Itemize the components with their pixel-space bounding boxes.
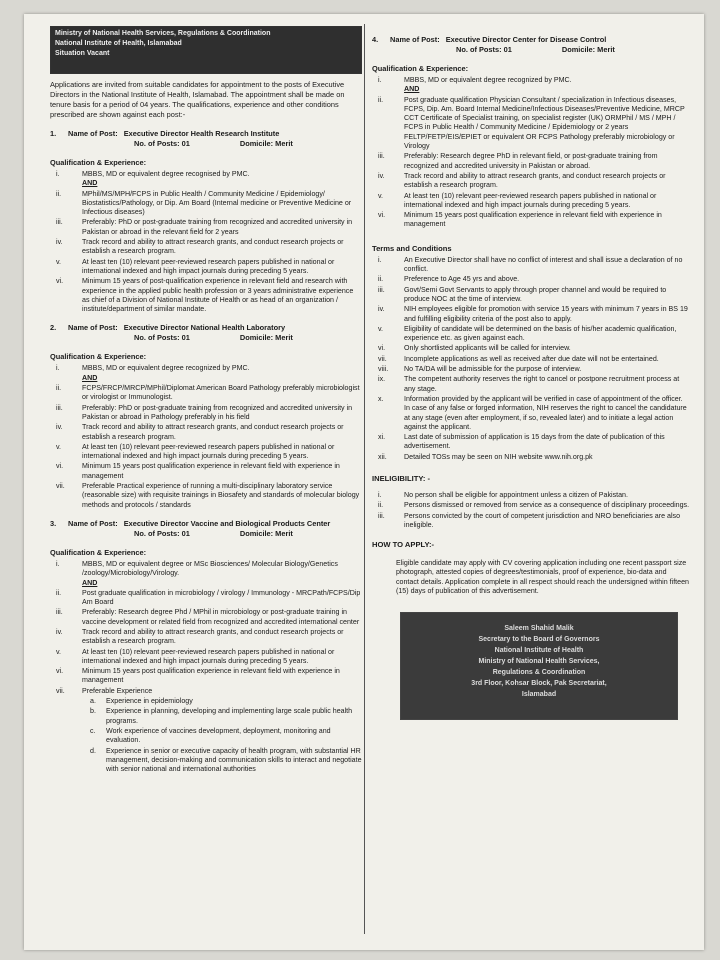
item-number: i. xyxy=(56,364,60,373)
post-name-label: Name of Post: xyxy=(68,129,118,138)
list-item xyxy=(372,433,690,452)
item-text: At least ten (10) relevant peer-reviewed research papers published in national or international indexed and high impact journals during preceding 5 years. xyxy=(82,257,335,275)
domicile: Domicile: Merit xyxy=(239,528,293,538)
item-text: Minimum 15 years of post-qualification experience in relevant field and research with experience in the applied public health profession or 3 years administrative experience as chief of a Division of National Institute of Health or as head of an organization / institute/department of similar mandate. xyxy=(82,277,354,314)
list-item xyxy=(372,365,690,374)
item-number: viii. xyxy=(378,365,389,374)
post-number: 2. xyxy=(50,323,57,333)
qualification-list xyxy=(50,170,362,314)
list-item xyxy=(372,172,690,191)
item-number: vii. xyxy=(56,482,65,491)
qualification-list xyxy=(372,76,690,230)
list-item xyxy=(50,443,362,462)
post-name: Executive Director National Health Laboratory xyxy=(123,323,286,333)
number-of-posts: No. of Posts: 01 xyxy=(134,333,190,343)
item-text: Detailed TOSs may be seen on NIH website www.nih.org.pk xyxy=(404,452,593,461)
list-item xyxy=(372,275,690,284)
item-text: Track record and ability to attract research grants, and conduct research projects or establish a research program. xyxy=(82,423,344,441)
post-name-label: Name of Post: xyxy=(68,323,118,333)
domicile: Domicile: Merit xyxy=(239,333,293,343)
post-name-row xyxy=(372,35,690,45)
stamp-line: National Institute of Health xyxy=(494,647,584,655)
item-number: vii. xyxy=(378,354,387,363)
item-text: Persons dismissed or removed from service as a consequence of disciplinary proceedings. xyxy=(404,501,690,510)
list-item xyxy=(50,589,362,608)
item-text: Only shortlisted applicants will be called for interview. xyxy=(404,344,571,353)
item-number: i. xyxy=(378,490,382,499)
item-text: Preferably: Research degree Phd / MPhil in microbiology or post-graduate training in vaccine development or related field from recognized and accredited international center xyxy=(82,608,360,626)
list-item xyxy=(50,560,362,588)
list-item xyxy=(372,211,690,230)
post-title-block xyxy=(50,323,362,343)
item-number: vii. xyxy=(56,686,65,695)
terms-heading: Terms and Conditions xyxy=(372,243,452,253)
item-number: xi. xyxy=(378,433,386,442)
post-section xyxy=(50,323,362,509)
item-number: iii. xyxy=(378,152,385,161)
item-text: Preference to Age 45 yrs and above. xyxy=(404,275,520,284)
stamp-line: 3rd Floor, Kohsar Block, Pak Secretariat, xyxy=(471,680,607,688)
list-item xyxy=(372,395,690,432)
newspaper-advertisement xyxy=(24,14,704,950)
item-text: An Executive Director shall have no conflict of interest and shall issue a declaration of no conflict. xyxy=(404,255,683,274)
post-title-block xyxy=(50,519,362,539)
item-text: Minimum 15 years post qualification experience in relevant field with experience in management xyxy=(404,211,662,229)
item-text: MBBS, MD or equivalent degree recognized by PMC. xyxy=(404,76,572,84)
item-text: Post graduate qualification Physician Consultant / specialization in Infectious diseases, FCPS, Dip. Am. Board Internal Medicine/Infectious Diseases/Preventive Medicine, MRCP CCT Certificate of Specialist training, on specialist register (UK) ORMPhil / MS / MPH / FCPS in Public Health / Community Medicine / Epidemiology or 2 years FELTP/FETP/EIS/EPIET or equivalent OR FCPS Pathology preferably microbiology or Virology xyxy=(404,95,685,151)
item-text: At least ten (10) relevant peer-reviewed research papers published in national or international indexed and high impact journals during preceding 5 years. xyxy=(82,647,335,665)
post-section xyxy=(372,35,690,230)
column-divider xyxy=(364,24,365,934)
sub-item-letter: d. xyxy=(90,746,96,755)
ministry-name: Ministry of National Health Services, Regulations & Coordination xyxy=(55,30,271,37)
list-item xyxy=(372,344,690,353)
item-text: MPhil/MS/MPH/FCPS in Public Health / Community Medicine / Epidemiology/ Biostatistics/Pathology, or Dip. Am Board (Internal medicine or Preventive Medicine or Infectious diseases) xyxy=(82,189,352,217)
item-number: iii. xyxy=(56,218,63,227)
list-item xyxy=(372,305,690,324)
and-connector: AND xyxy=(404,85,420,94)
item-number: iv. xyxy=(56,627,63,636)
number-of-posts: No. of Posts: 01 xyxy=(134,528,190,538)
sub-item-text: Experience in planning, developing and implementing large scale public health programs. xyxy=(106,707,353,725)
post-title-block xyxy=(50,129,362,149)
post-name-label: Name of Post: xyxy=(390,35,440,44)
stamp-line: Ministry of National Health Services, xyxy=(478,658,600,666)
item-text: No person shall be eligible for appointment unless a citizen of Pakistan. xyxy=(404,490,628,499)
item-number: xii. xyxy=(378,452,387,461)
and-connector: AND xyxy=(82,578,98,587)
item-text: At least ten (10) relevant peer-reviewed research papers published in national or international indexed and high impact journals during preceding 5 years. xyxy=(404,191,657,209)
item-text: Preferably: PhD or post-graduate training from recognized and accredited university in Pakistan or abroad in Pathology preferably in his field xyxy=(82,403,353,421)
item-text: Minimum 15 years post qualification experience in relevant field with experience in management xyxy=(82,667,340,685)
list-item xyxy=(50,384,362,403)
item-text: Persons convicted by the court of competent jurisdiction and NRO beneficiaries are also ineligible. xyxy=(404,511,681,529)
item-text: MBBS, MD or equivalent degree recognized by PMC. xyxy=(82,364,250,373)
item-number: ii. xyxy=(56,588,62,597)
item-text: FCPS/FRCP/MRCP/MPhil/Diplomat American Board Pathology preferably microbiologist or virologist or Immunologist. xyxy=(82,384,360,402)
number-of-posts: No. of Posts: 01 xyxy=(456,45,512,54)
sub-item-text: Work experience of vaccines development, deployment, monitoring and evaluation. xyxy=(106,726,331,745)
item-number: v. xyxy=(378,191,383,200)
qualification-list xyxy=(50,560,362,775)
item-number: ii. xyxy=(56,384,62,393)
signature-stamp xyxy=(400,612,678,720)
how-to-apply-heading: HOW TO APPLY:- xyxy=(372,540,435,550)
stamp-line: Saleem Shahid Malik xyxy=(504,625,574,633)
item-text: Information provided by the applicant will be verified in case of appointment of the officer. In case of any false or forged information, NIH reserves the right to cancel the candidature at any stage (even after employment, if so, revealed later) and to initiate a legal action against the applicant. xyxy=(404,394,687,431)
item-number: v. xyxy=(56,442,61,451)
item-number: v. xyxy=(378,324,383,333)
qualification-heading: Qualification & Experience: xyxy=(50,352,147,362)
item-text: Preferably: Research degree PhD in relevant field, or post-graduate training from recognized and accredited university in Pakistan or abroad. xyxy=(404,152,658,170)
post-number: 1. xyxy=(50,129,57,138)
item-number: iii. xyxy=(56,608,63,617)
how-to-apply-text: Eligible candidate may apply with CV covering application including one recent passport size photograph, attested copies of degrees/testimonials, proof of experience, bio-data and contact details. Application complete in all respect should reach the undersigned within fifteen (15) days of publication of this advertisement. xyxy=(396,559,689,596)
list-item xyxy=(50,608,362,627)
list-item xyxy=(372,375,690,394)
item-number: i. xyxy=(378,76,382,84)
list-item xyxy=(372,76,690,95)
qualification-list xyxy=(50,364,362,509)
qualification-heading: Qualification & Experience: xyxy=(50,158,147,167)
list-item xyxy=(50,218,362,237)
list-item xyxy=(372,491,690,500)
item-number: i. xyxy=(378,255,382,264)
post-meta-row xyxy=(372,45,690,55)
number-of-posts: No. of Posts: 01 xyxy=(134,139,190,148)
item-text: Preferable Experience xyxy=(82,686,153,695)
post-name: Executive Director Vaccine and Biological Products Center xyxy=(123,518,331,528)
and-connector: AND xyxy=(82,373,98,382)
list-item xyxy=(50,277,362,314)
item-text: No TA/DA will be admissible for the purpose of interview. xyxy=(404,365,582,374)
item-number: x. xyxy=(378,394,384,403)
list-item xyxy=(372,512,690,531)
item-number: iii. xyxy=(378,511,385,520)
item-text: Preferably: PhD or post-graduate training from recognized and accredited university in Pakistan or abroad in the relevant field for 2 years xyxy=(82,218,353,236)
list-item xyxy=(50,404,362,423)
list-item xyxy=(372,501,690,510)
list-item xyxy=(50,364,362,383)
qualification-heading: Qualification & Experience: xyxy=(372,64,469,73)
item-number: i. xyxy=(56,170,60,178)
sub-item-text: Experience in senior or executive capacity of health program, with substantial HR management, decision-making and communication skills to interact and negotiate with senior national and international authorities xyxy=(106,746,362,774)
list-item xyxy=(50,667,362,686)
list-item xyxy=(50,190,362,218)
item-number: v. xyxy=(56,647,61,656)
sub-item-letter: a. xyxy=(90,697,96,706)
item-number: vi. xyxy=(378,211,386,220)
item-text: Preferable Practical experience of running a multi-disciplinary laboratory service (reasonable size) with requisite trainings in Biosafety and standards of molecular biology methods and protocols / standards xyxy=(82,482,360,509)
sub-item xyxy=(82,697,362,706)
sub-item xyxy=(82,707,362,726)
item-number: ii. xyxy=(378,95,384,104)
list-item xyxy=(372,96,690,152)
post-meta-row xyxy=(50,529,362,539)
stamp-line: Regulations & Coordination xyxy=(492,669,586,677)
post-meta-row xyxy=(50,139,362,149)
item-number: vi. xyxy=(56,462,64,471)
domicile: Domicile: Merit xyxy=(561,45,615,54)
item-number: vi. xyxy=(56,277,64,286)
sub-item xyxy=(82,727,362,746)
item-text: Track record and ability to attract research grants, and conduct research projects or establish a research program. xyxy=(82,238,344,256)
list-item xyxy=(50,628,362,647)
item-number: ii. xyxy=(378,275,384,284)
item-text: Track record and ability to attract research grants, and conduct research projects or establish a research program. xyxy=(82,627,344,646)
list-item xyxy=(50,687,362,775)
item-number: vi. xyxy=(56,667,64,676)
list-item xyxy=(50,648,362,667)
post-name-row xyxy=(50,323,362,333)
domicile: Domicile: Merit xyxy=(239,139,293,148)
item-text: Eligibility of candidate will be determined on the basis of his/her academic qualification, experience etc. as given against each. xyxy=(404,324,677,343)
item-text: MBBS, MD or equivalent degree or MSc Biosciences/ Molecular Biology/Genetics /zoology/Microbiology/Virology. xyxy=(82,559,338,578)
sub-item-text: Experience in epidemiology xyxy=(106,697,193,706)
list-item xyxy=(50,258,362,277)
sub-list xyxy=(82,697,362,774)
item-number: ii. xyxy=(56,189,62,198)
list-item xyxy=(372,325,690,344)
post-section xyxy=(50,129,362,314)
list-item xyxy=(50,238,362,257)
ineligibility-list xyxy=(372,491,690,530)
terms-list xyxy=(372,256,690,462)
item-number: iv. xyxy=(56,238,63,247)
list-item xyxy=(50,170,362,189)
ad-header-banner xyxy=(50,26,362,74)
item-text: Post graduate qualification in microbiology / virology / Immunology - MRCPath/FCPS/Dip Am Board xyxy=(82,588,361,607)
item-number: iii. xyxy=(56,403,63,412)
item-number: i. xyxy=(56,559,60,568)
item-number: iv. xyxy=(378,305,385,314)
right-column xyxy=(372,26,690,720)
list-item xyxy=(50,482,362,510)
item-number: iii. xyxy=(378,285,385,294)
stamp-line: Secretary to the Board of Governors xyxy=(478,636,600,644)
item-text: The competent authority reserves the right to cancel or postpone recruitment process at any stage. xyxy=(404,375,680,393)
post-meta-row xyxy=(50,333,362,343)
sub-item-letter: c. xyxy=(90,726,96,735)
item-text: Minimum 15 years post qualification experience in relevant field with experience in management xyxy=(82,462,340,480)
item-text: Track record and ability to attract research grants, and conduct research projects or establish a research program. xyxy=(404,171,666,190)
post-name: Executive Director Health Research Institute xyxy=(123,129,280,138)
list-item xyxy=(50,423,362,442)
list-item xyxy=(372,355,690,364)
post-section xyxy=(50,519,362,775)
list-item xyxy=(372,286,690,305)
item-text: Last date of submission of application is 15 days from the date of publication of this advertisement. xyxy=(404,433,665,451)
item-number: v. xyxy=(56,257,61,266)
item-number: iv. xyxy=(378,171,385,180)
intro-paragraph: Applications are invited from suitable candidates for appointment to the posts of Executive Directors in the National Institute of Health, Islamabad. The appointment shall be made on tenure basis for a period of 04 years. The qualifications, experience and other conditions prescribed are shown against each post:- xyxy=(50,80,345,119)
post-name-label: Name of Post: xyxy=(68,518,118,528)
post-number: 3. xyxy=(50,518,57,528)
item-number: vi. xyxy=(378,344,386,353)
and-connector: AND xyxy=(82,179,98,188)
list-item xyxy=(372,152,690,171)
list-item xyxy=(50,462,362,481)
post-name-row xyxy=(50,129,362,139)
list-item xyxy=(372,453,690,462)
situation-vacant-title: Situation Vacant xyxy=(55,50,110,57)
post-number: 4. xyxy=(372,35,379,44)
item-text: At least ten (10) relevant peer-reviewed research papers published in national or international indexed and high impact journals during preceding 5 years. xyxy=(82,442,335,461)
item-text: MBBS, MD or equivalent degree recognised by PMC. xyxy=(82,170,250,178)
ineligibility-heading: INELIGIBILITY: - xyxy=(372,473,431,483)
institute-name: National Institute of Health, Islamabad xyxy=(55,40,182,47)
list-item xyxy=(372,256,690,275)
item-number: ii. xyxy=(378,501,384,510)
post-title-block xyxy=(372,35,690,55)
post-name-row xyxy=(50,519,362,529)
post-name: Executive Director Center for Disease Control xyxy=(445,35,607,44)
item-number: iv. xyxy=(56,423,63,432)
item-text: Govt/Semi Govt Servants to apply through proper channel and would be required to produce NOC at the time of interview. xyxy=(404,285,667,303)
qualification-heading: Qualification & Experience: xyxy=(50,547,147,557)
left-column xyxy=(50,26,362,775)
item-text: NIH employees eligible for promotion with service 15 years with minimum 7 years in BS 19 and fulfilling eligibility criteria of the post also to apply. xyxy=(404,305,688,323)
sub-item xyxy=(82,747,362,775)
item-text: Incomplete applications as well as received after due date will not be entertained. xyxy=(404,354,659,363)
sub-item-letter: b. xyxy=(90,707,96,716)
stamp-line: Islamabad xyxy=(521,691,557,699)
item-number: ix. xyxy=(378,375,386,384)
list-item xyxy=(372,192,690,211)
